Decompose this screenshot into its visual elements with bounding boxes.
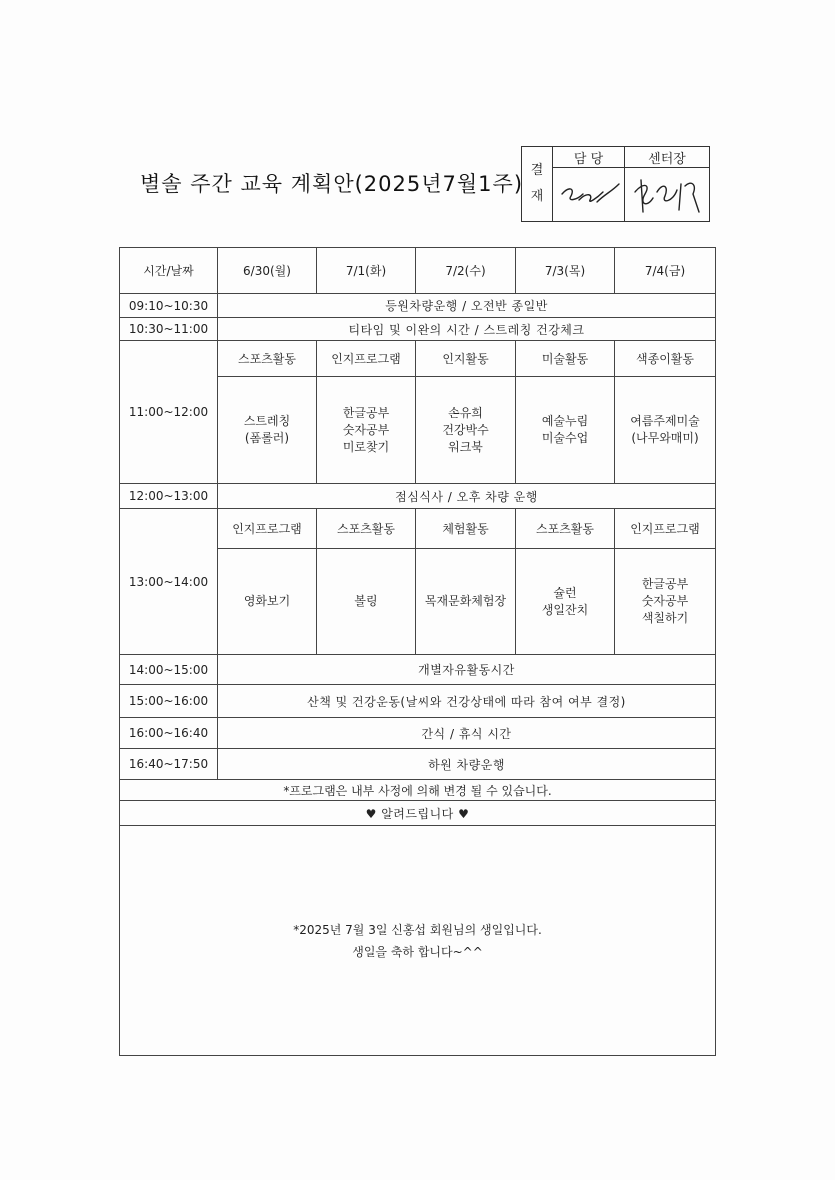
category-cell: 색종이활동 <box>615 341 716 377</box>
content-cell <box>615 377 716 484</box>
content-cell <box>416 549 516 655</box>
content-line: 한글공부 <box>641 577 689 591</box>
time-cell: 13:00~14:00 <box>120 509 218 655</box>
table-row <box>120 685 716 718</box>
header-day-thu: 7/3(목) <box>516 248 615 294</box>
notice-header-row <box>120 801 716 826</box>
time-cell: 12:00~13:00 <box>120 484 218 509</box>
time-cell: 14:00~15:00 <box>120 655 218 685</box>
table-row <box>120 484 716 509</box>
approval-col-staff: 담 당 <box>553 147 625 168</box>
approval-side-label <box>522 147 553 222</box>
table-row <box>120 509 716 549</box>
content-cell <box>317 377 416 484</box>
category-cell: 인지활동 <box>416 341 516 377</box>
table-row <box>120 749 716 780</box>
category-cell: 체험활동 <box>416 509 516 549</box>
director-signature-icon <box>629 172 707 216</box>
table-row <box>120 655 716 685</box>
category-cell: 인지프로그램 <box>218 509 317 549</box>
content-line: 생일잔치 <box>541 602 589 617</box>
content-line: 건강박수 <box>442 422 489 437</box>
table-row <box>120 318 716 341</box>
content-cell <box>516 377 615 484</box>
schedule-table <box>119 247 716 1056</box>
content-line: 영화보기 <box>243 594 291 608</box>
activity-cell: 하원 차량운행 <box>218 749 716 780</box>
time-cell: 11:00~12:00 <box>120 341 218 484</box>
content-cell <box>416 377 516 484</box>
content-line: 숫자공부 <box>342 422 390 437</box>
change-note: *프로그램은 내부 사정에 의해 변경 될 수 있습니다. <box>120 780 716 801</box>
content-line: 미술수업 <box>541 431 589 445</box>
notice-line: 생일을 축하 합니다~^^ <box>352 944 483 959</box>
activity-cell: 티타임 및 이완의 시간 / 스트레칭 건강체크 <box>218 318 716 341</box>
content-line: 손유희 <box>448 405 483 420</box>
time-cell: 10:30~11:00 <box>120 318 218 341</box>
header-row <box>120 248 716 294</box>
content-line: 볼링 <box>354 594 378 608</box>
director-signature <box>625 168 710 222</box>
content-line: (나무와매미) <box>631 431 699 445</box>
category-cell: 미술활동 <box>516 341 615 377</box>
content-line: 한글공부 <box>342 405 390 420</box>
time-cell: 09:10~10:30 <box>120 294 218 318</box>
category-cell: 스포츠활동 <box>317 509 416 549</box>
table-row <box>120 341 716 377</box>
approval-box <box>521 146 710 222</box>
content-cell <box>218 549 317 655</box>
header-time: 시간/날짜 <box>120 248 218 294</box>
content-line: 예술누림 <box>541 414 589 428</box>
time-cell: 16:00~16:40 <box>120 718 218 749</box>
activity-cell: 간식 / 휴식 시간 <box>218 718 716 749</box>
header-day-tue: 7/1(화) <box>317 248 416 294</box>
staff-signature-icon <box>557 172 623 216</box>
content-line: 슐런 <box>553 585 577 600</box>
content-cell <box>218 377 317 484</box>
category-cell: 인지프로그램 <box>615 509 716 549</box>
staff-signature <box>553 168 625 222</box>
content-line: (폼롤러) <box>244 431 290 445</box>
content-line: 색칠하기 <box>641 611 689 625</box>
notice-line: *2025년 7월 3일 신홍섭 회원님의 생일입니다. <box>293 922 542 937</box>
page-title: 별솔 주간 교육 계획안(2025년7월1주) <box>140 172 524 196</box>
note-row <box>120 780 716 801</box>
content-cell <box>317 549 416 655</box>
category-cell: 스포츠활동 <box>516 509 615 549</box>
notice-header: ♥ 알려드립니다 ♥ <box>120 801 716 826</box>
time-cell: 15:00~16:00 <box>120 685 218 718</box>
content-line: 목재문화체험장 <box>424 594 507 608</box>
header-day-fri: 7/4(금) <box>615 248 716 294</box>
approval-col-director: 센터장 <box>625 147 710 168</box>
table-row <box>120 718 716 749</box>
category-cell: 스포츠활동 <box>218 341 317 377</box>
content-line: 스트레칭 <box>243 414 291 428</box>
content-line: 여름주제미술 <box>630 414 700 428</box>
activity-cell: 점심식사 / 오후 차량 운행 <box>218 484 716 509</box>
approval-side-top: 결 <box>530 163 544 178</box>
approval-side-bottom: 재 <box>530 189 544 204</box>
content-line: 숫자공부 <box>641 594 689 608</box>
table-row <box>120 294 716 318</box>
content-line: 미로찾기 <box>342 439 390 454</box>
category-cell: 인지프로그램 <box>317 341 416 377</box>
content-cell <box>615 549 716 655</box>
header-day-wed: 7/2(수) <box>416 248 516 294</box>
header-day-mon: 6/30(월) <box>218 248 317 294</box>
activity-cell: 등원차량운행 / 오전반 종일반 <box>218 294 716 318</box>
content-cell <box>516 549 615 655</box>
activity-cell: 산책 및 건강운동(날씨와 건강상태에 따라 참여 여부 결정) <box>218 685 716 718</box>
activity-cell: 개별자유활동시간 <box>218 655 716 685</box>
time-cell: 16:40~17:50 <box>120 749 218 780</box>
notice-row <box>120 826 716 1056</box>
content-line: 워크북 <box>448 439 483 454</box>
notice-body <box>120 826 716 1056</box>
